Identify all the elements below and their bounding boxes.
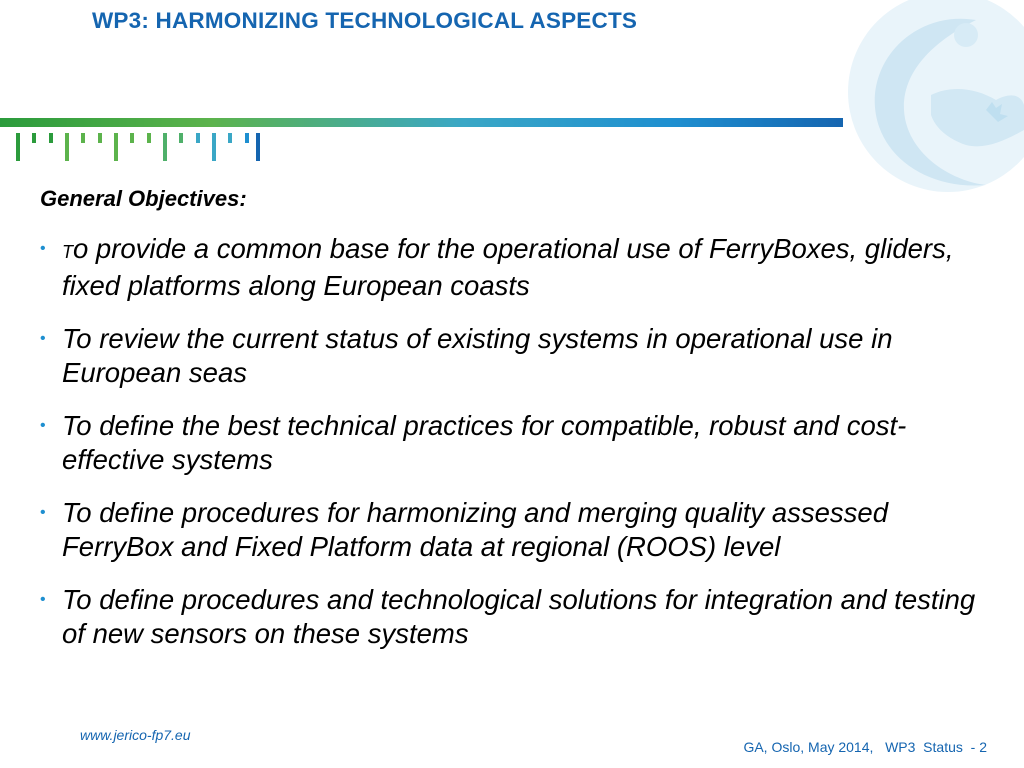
list-item: • To define procedures for harmonizing and merging quality assessed FerryBox and Fixed Platform data at regional (ROOS) level — [40, 497, 888, 562]
bullet-dot-icon: • — [40, 417, 46, 434]
objectives-list — [38, 232, 978, 670]
list-item: • To define procedures and technological solutions for integration and testing of new sensors on these systems — [40, 584, 976, 649]
subtitle-general-objectives: General Objectives: — [40, 186, 247, 211]
header-gradient-bar — [0, 118, 843, 127]
footer-website-link[interactable]: www.jerico-fp7.eu — [80, 727, 191, 743]
bullet-dot-icon: • — [40, 504, 46, 521]
slide-title: WP3: HARMONIZING TECHNOLOGICAL ASPECTS — [92, 8, 638, 33]
bullet-dot-icon: • — [40, 330, 46, 347]
list-item: • To review the current status of existing systems in operational use in European seas — [40, 323, 893, 388]
bullet-dot-icon: • — [40, 591, 46, 608]
jerico-europe-logo — [836, 0, 1024, 200]
list-item: • To provide a common base for the operational use of FerryBoxes, gliders, fixed platforms along European coasts — [40, 233, 954, 301]
footer-slide-info: GA, Oslo, May 2014, WP3 Status - 2 — [743, 739, 987, 755]
list-item: • To define the best technical practices for compatible, robust and cost-effective systems — [40, 410, 907, 475]
bullet-dot-icon: • — [40, 240, 46, 257]
